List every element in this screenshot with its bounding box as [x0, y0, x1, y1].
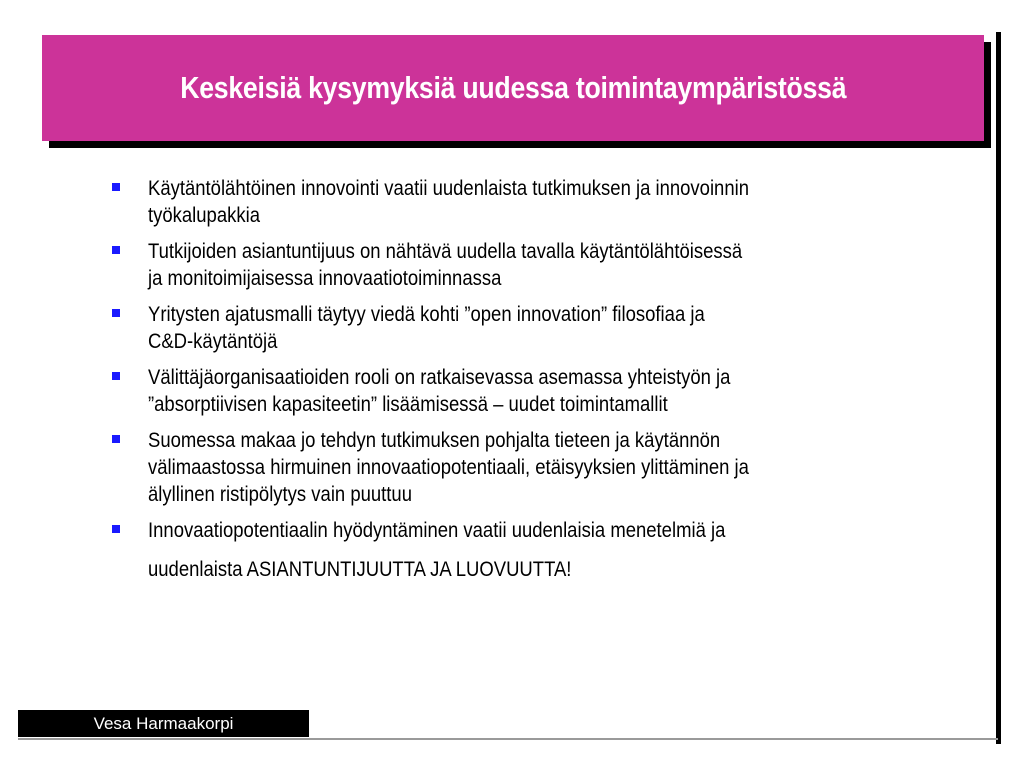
slide-content: [110, 175, 930, 592]
bullet-line: Tutkijoiden asiantuntijuus on nähtävä uudella tavalla käytäntölähtöisessä: [148, 240, 743, 263]
bullet-item-2: [110, 238, 930, 292]
bullet-item-5: [110, 427, 930, 508]
square-bullet-icon: [112, 309, 120, 317]
footer-divider: [18, 738, 998, 740]
bullet-text: [148, 364, 930, 418]
bullet-item-4: [110, 364, 930, 418]
bullet-line: välimaastossa hirmuinen innovaatiopotentiaali, etäisyyksien ylittäminen ja: [148, 456, 749, 479]
bullet-text: [148, 238, 930, 292]
square-bullet-icon: [112, 372, 120, 380]
square-bullet-icon: [112, 525, 120, 533]
bullet-item-3: [110, 301, 930, 355]
footer-author-box: [18, 710, 309, 737]
right-border-bar: [996, 32, 1001, 744]
title-box: [42, 35, 984, 141]
bullet-line: Välittäjäorganisaatioiden rooli on ratkaisevassa asemassa yhteistyön ja: [148, 366, 731, 389]
bullet-text: [148, 301, 930, 355]
bullet-line: ”absorptiivisen kapasiteetin” lisäämisessä – uudet toimintamallit: [148, 393, 668, 416]
footer-author: Vesa Harmaakorpi: [93, 713, 234, 733]
slide-title: Keskeisiä kysymyksiä uudessa toimintaympäristössä: [179, 70, 847, 105]
bullet-list: [110, 175, 930, 583]
bullet-text: [148, 517, 930, 583]
bullet-line: älyllinen ristipölytys vain puuttuu: [148, 483, 412, 506]
bullet-line: Innovaatiopotentiaalin hyödyntäminen vaatii uudenlaisia menetelmiä ja: [148, 519, 726, 542]
bullet-text: [148, 427, 930, 508]
square-bullet-icon: [112, 246, 120, 254]
bullet-continuation: uudenlaista ASIANTUNTIJUUTTA JA LUOVUUTTA!: [148, 558, 572, 581]
bullet-line: ja monitoimijaisessa innovaatiotoiminnassa: [148, 267, 502, 290]
square-bullet-icon: [112, 183, 120, 191]
bullet-line: työkalupakkia: [148, 204, 260, 227]
bullet-line: Suomessa makaa jo tehdyn tutkimuksen pohjalta tieteen ja käytännön: [148, 429, 721, 452]
bullet-item-6: [110, 517, 930, 583]
bullet-line: C&D-käytäntöjä: [148, 330, 278, 353]
bullet-text: [148, 175, 930, 229]
bullet-line: Yritysten ajatusmalli täytyy viedä kohti ”open innovation” filosofiaa ja: [148, 303, 705, 326]
bullet-line: Käytäntölähtöinen innovointi vaatii uudenlaista tutkimuksen ja innovoinnin: [148, 177, 749, 200]
square-bullet-icon: [112, 435, 120, 443]
bullet-item-1: [110, 175, 930, 229]
